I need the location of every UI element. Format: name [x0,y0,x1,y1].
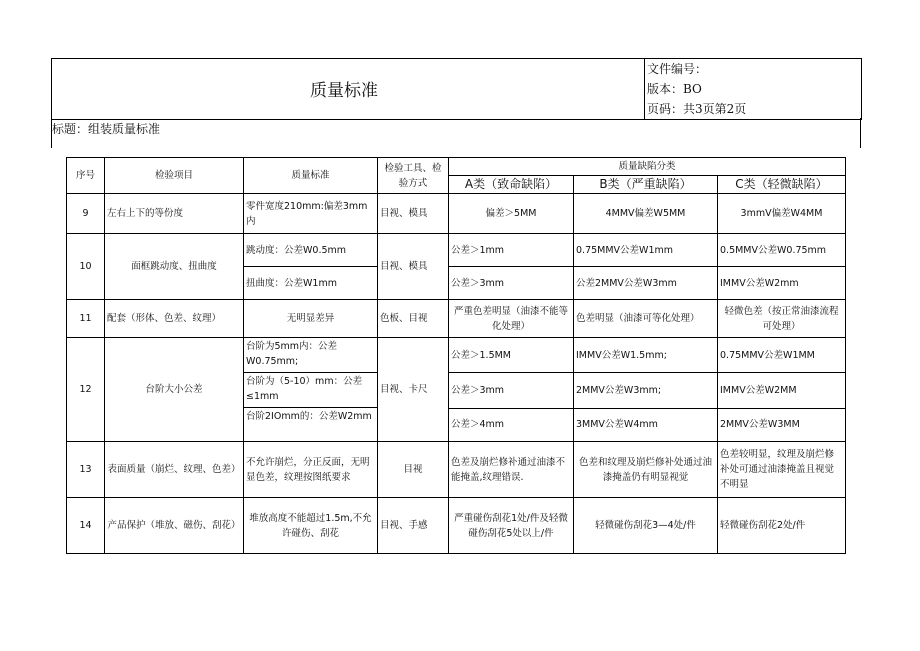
row-class-a: 色差及崩烂修补通过油漆不能掩盖,纹理错误. [449,442,574,498]
header-defect-group: 质量缺陷分类 [449,158,846,176]
row-class-c: 轻微色差（按正常油漆流程可处理） [718,300,846,338]
row-class-a: 严重色差明显（油漆不能等化处理） [449,300,574,338]
row-tool: 目视、模具 [378,234,449,300]
row-item: 产品保护（堆放、磁伤、刮花） [105,498,244,554]
header-item: 检验项目 [105,158,244,194]
row-no: 11 [67,300,105,338]
row-item: 面框跳动度、扭曲度 [105,234,244,300]
document-title: 质量标准 [310,81,378,101]
row-item: 左右上下的等份度 [105,194,244,234]
row-class-a: 严重碰伤刮花1处/件及轻微碰伤刮花5处以上/件 [449,498,574,554]
row-standard: 无明显差异 [244,300,378,338]
standard-line: 台阶为5mm内：公差W0.75mm; [244,338,377,373]
row-tool: 目视、模具 [378,194,449,234]
header-class-c: C类（轻微缺陷） [718,176,846,194]
header-row [67,158,846,176]
row-class-b: 色差明显（油漆可等化处理） [574,300,718,338]
row-class-b: 4MMV偏差W5MM [574,194,718,234]
row-class-c: 0.75MMV公差W1MM [718,338,846,373]
row-no: 10 [67,234,105,300]
table-row [67,300,846,338]
row-tool: 色板、目视 [378,300,449,338]
quality-standard-table [66,157,846,554]
row-class-a: 公差＞3mm [449,267,574,300]
row-class-c: 轻微碰伤刮花2处/件 [718,498,846,554]
row-tool: 目视 [378,442,449,498]
row-standard: 堆放高度不能超过1.5m,不允许碰伤、刮花 [244,498,378,554]
standard-line: 台阶2IOmm的：公差W2mm [246,411,372,422]
header-class-b: B类（严重缺陷） [574,176,718,194]
row-tool: 目视、卡尺 [378,338,449,442]
header-divider [644,58,645,119]
header-no: 序号 [67,158,105,194]
row-standard: 跳动度：公差W0.5mm [244,234,378,267]
row-no: 12 [67,338,105,442]
row-class-a: 公差＞4mm [449,408,574,441]
row-class-b: 公差2MMV公差W3mm [574,267,718,300]
document-subtitle: 标题：组装质量标准 [52,122,161,136]
document-number-label: 文件编号： [647,62,708,76]
row-tool: 目视、手感 [378,498,449,554]
standard-line: 台阶为（5-10）mm：公差≤1mm [244,373,377,408]
row-standard: 零件宽度210mm:偏差3mm内 [244,194,378,234]
header-class-a: A类（致命缺陷） [449,176,574,194]
row-standard: 不允许崩烂，分正反面，无明显色差，纹理按图纸要求 [244,442,378,498]
table-row [67,498,846,554]
row-item: 表面质量（崩烂、纹理、色差） [105,442,244,498]
row-class-b: 2MMV公差W3mm; [574,373,718,408]
row-no: 9 [67,194,105,234]
row-class-a: 公差＞1.5MM [449,338,574,373]
row-class-b: 0.75MMV公差W1mm [574,234,718,267]
row-class-c: 3mmV偏差W4MM [718,194,846,234]
row-standard-stack [244,338,378,442]
subtitle-right-border [860,118,861,148]
row-class-a: 偏差＞5MM [449,194,574,234]
row-class-b: 3MMV公差W4mm [574,408,718,441]
table-row [67,234,846,267]
row-item: 配套（形体、色差、纹理） [105,300,244,338]
row-no: 14 [67,498,105,554]
row-class-a: 公差＞1mm [449,234,574,267]
row-class-a: 公差＞3mm [449,373,574,408]
table-row [67,194,846,234]
header-standard: 质量标准 [244,158,378,194]
row-standard: 扭曲度：公差W1mm [244,267,378,300]
row-class-b: IMMV公差W1.5mm; [574,338,718,373]
row-class-b: 轻微碰伤刮花3—4处/件 [574,498,718,554]
header-tool: 检验工具、检验方式 [378,158,449,194]
document-version: 版本：BO [647,82,702,96]
row-no: 13 [67,442,105,498]
row-item: 台阶大小公差 [105,338,244,442]
row-class-c: IMMV公差W2MM [718,373,846,408]
row-class-c: 0.5MMV公差W0.75mm [718,234,846,267]
row-class-c: 色差较明显，纹理及崩烂修补处可通过油漆掩盖且视觉不明显 [718,442,846,498]
row-class-c: IMMV公差W2mm [718,267,846,300]
document-page: 页码：共3页第2页 [647,102,747,116]
row-class-c: 2MMV公差W3MM [718,408,846,441]
table-row [67,338,846,373]
row-class-b: 色差和纹理及崩烂修补处通过油漆掩盖仍有明显视觉 [574,442,718,498]
table-row [67,442,846,498]
